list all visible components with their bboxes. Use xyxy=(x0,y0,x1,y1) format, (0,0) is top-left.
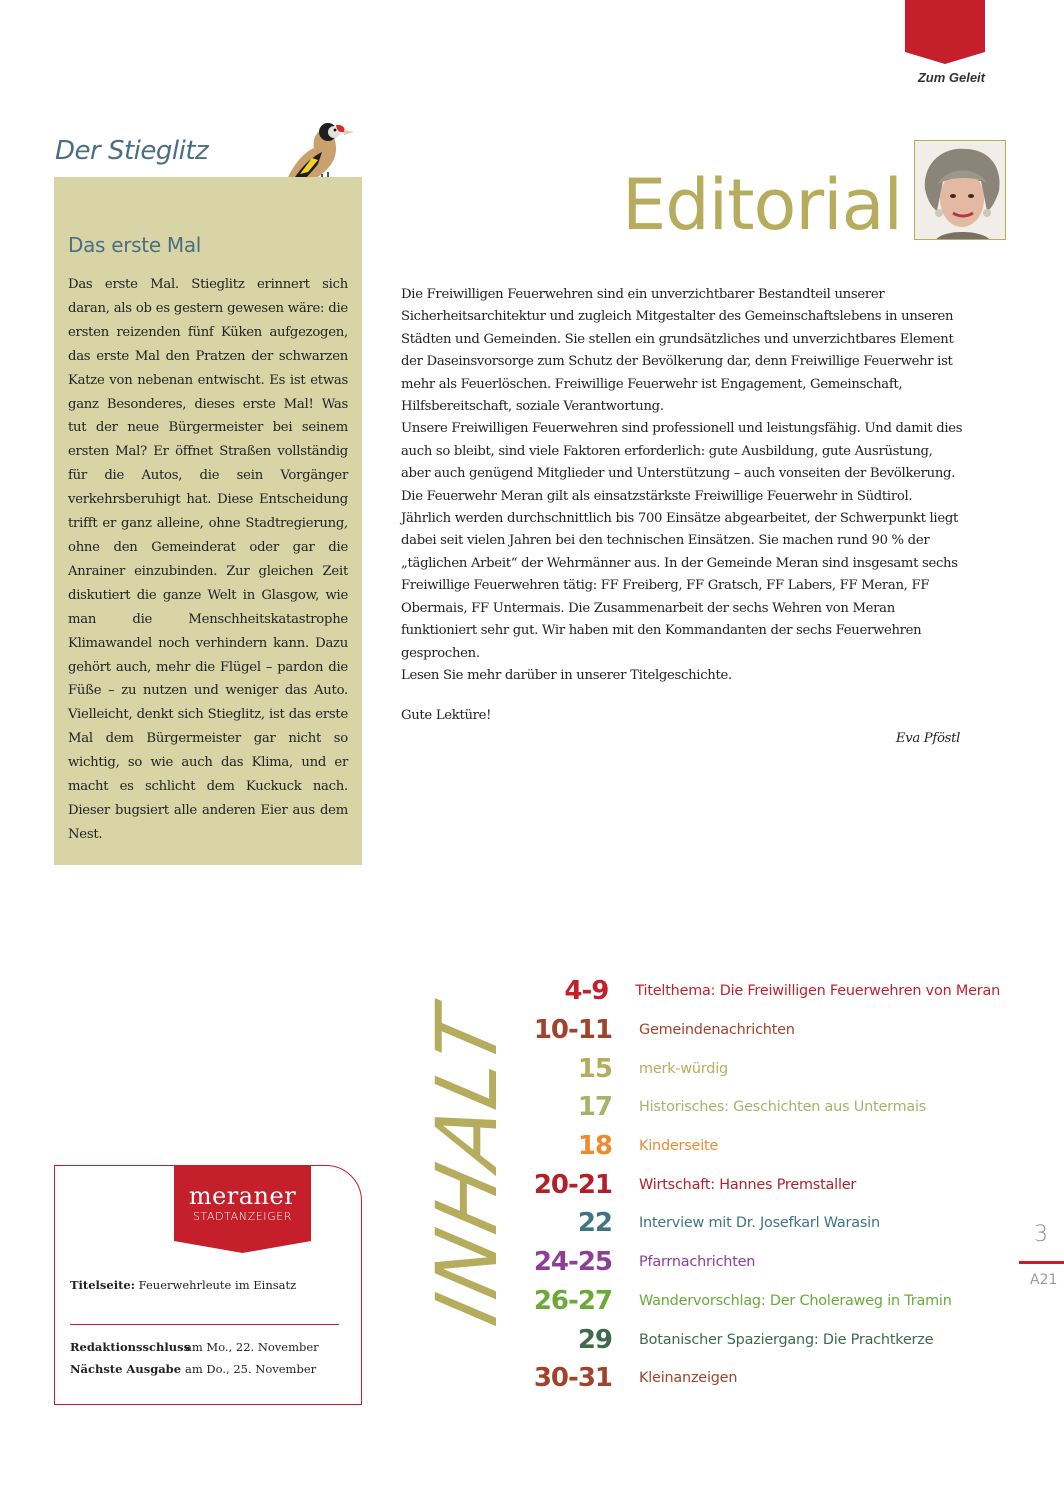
toc-pages: 26-27 xyxy=(533,1285,612,1316)
editorial-greeting: Gute Lektüre! xyxy=(401,708,492,723)
next-issue-row xyxy=(70,1362,316,1376)
toc-item xyxy=(500,1165,1000,1204)
page-number-rule xyxy=(1019,1261,1064,1264)
toc-pages: 17 xyxy=(577,1092,612,1123)
toc-title: Wandervorschlag: Der Choleraweg in Tramin xyxy=(639,1292,952,1309)
cover-line xyxy=(70,1278,296,1292)
toc-title: Kleinanzeigen xyxy=(639,1370,738,1387)
toc-item xyxy=(500,1359,1000,1398)
next-issue-label: Nächste Ausgabe xyxy=(70,1362,182,1376)
toc-title: merk-würdig xyxy=(639,1060,728,1077)
next-issue-value: am Do., 25. November xyxy=(185,1362,317,1376)
column-body: Das erste Mal. Stieglitz erinnert sich daran, als ob es gestern gewesen wäre: die ersten reizenden fünf Küken aufgezogen, das erste Mal den Pratzen der schwarzen Katze von nebenan entwischt. Es ist etwas ganz Besonderes, dieses erste Mal! Was tut der neue Bürgermeister bei seinem ersten Mal? Er öffnet Straßen vollständig für die Autos, die sein Vorgänger verkehrsberuhigt hat. Diese Entscheidung trifft er ganz alleine, ohne Stadtregierung, ohne den Gemeinderat oder gar die Anrainer einzubinden. Zur gleichen Zeit diskutiert die ganze Welt in Glasgow, wie man die Menschheitskatastrophe Klimawandel noch verhindern kann. Dazu gehört auch, mehr die Flügel – pardon die Füße – zu nutzen und weniger das Auto. Vielleicht, denkt sich Stieglitz, ist das erste Mal dem Bürgermeister gar nicht so wichtig, so wie auch das Klima, und er macht es schlicht dem Kuckuck nach. Dieser bugsiert alle anderen Eier aus dem Nest. xyxy=(68,277,348,842)
toc-item xyxy=(500,1320,1000,1359)
column-subtitle: Das erste Mal xyxy=(68,233,202,257)
toc-heading: INHALT xyxy=(418,997,516,1334)
cover-value: Feuerwehrleute im Einsatz xyxy=(138,1278,297,1292)
toc-item xyxy=(500,1127,1000,1166)
deadline-label: Redaktionsschluss xyxy=(70,1340,191,1354)
toc-title: Interview mit Dr. Josefkarl Warasin xyxy=(639,1215,880,1232)
toc-title: Kinderseite xyxy=(639,1138,719,1155)
logo-name: meraner xyxy=(188,1182,297,1210)
deadline-value: am Mo., 22. November xyxy=(185,1340,319,1354)
toc-title: Gemeindenachrichten xyxy=(639,1022,795,1039)
toc-pages: 18 xyxy=(577,1131,612,1162)
toc-item xyxy=(500,1282,1000,1321)
deadline-row xyxy=(70,1340,319,1354)
page-number: 3 xyxy=(1034,1222,1048,1247)
toc-pages: 20-21 xyxy=(533,1169,612,1200)
toc-item xyxy=(500,972,1000,1011)
author-portrait xyxy=(914,140,1006,240)
column-box xyxy=(54,177,362,865)
toc-pages: 30-31 xyxy=(533,1363,612,1394)
section-label: Zum Geleit xyxy=(917,70,985,85)
toc-item xyxy=(500,1049,1000,1088)
toc-pages: 10-11 xyxy=(533,1015,612,1046)
table-of-contents xyxy=(500,972,1000,1398)
toc-title: Wirtschaft: Hannes Premstaller xyxy=(639,1176,857,1193)
editorial-title: Editorial xyxy=(622,164,902,246)
editorial-signature: Eva Pföstl xyxy=(895,731,960,746)
logo-subtitle: STADTANZEIGER xyxy=(192,1210,293,1223)
editorial-paragraph: Die Freiwilligen Feuerwehren sind ein unverzichtbarer Bestandteil unserer Sicherheitsarchitektur und zugleich Mitgestalter des Gemeinschaftslebens in unseren Städten und Gemeinden. Sie stellen ein grundsätzliches und unverzichtbares Element der Daseinsvorsorge zum Schutz der Bevölkerung dar, denn Freiwillige Feuerwehr ist mehr als Feuerlöschen. Freiwillige Feuerwehr ist Engagement, Gemeinschaft, Hilfsbereitschaft, soziale Verantwortung. xyxy=(401,287,954,415)
toc-pages: 24-25 xyxy=(533,1247,612,1278)
page-code: A21 xyxy=(1030,1272,1058,1288)
toc-pages: 15 xyxy=(577,1053,612,1084)
header-tab-shape xyxy=(905,0,985,64)
toc-title: Titelthema: Die Freiwilligen Feuerwehren von Meran xyxy=(635,983,1000,1000)
column-title: Der Stieglitz xyxy=(55,136,209,166)
toc-pages: 22 xyxy=(577,1208,612,1239)
toc-title: Pfarrnachrichten xyxy=(639,1254,756,1271)
toc-pages: 29 xyxy=(577,1324,612,1355)
editorial-body xyxy=(401,284,964,687)
toc-item xyxy=(500,1011,1000,1050)
toc-title: Historisches: Geschichten aus Untermais xyxy=(639,1099,927,1116)
toc-item xyxy=(500,1088,1000,1127)
editorial-paragraph: Die Feuerwehr Meran gilt als einsatzstärkste Freiwillige Feuerwehr in Südtirol. Jährlich werden durchschnittlich bis 700 Einsätze abgearbeitet, der Schwerpunkt liegt dabei seit vielen Jahren bei den technischen Einsätzen. Sie machen rund 90 % der „täglichen Arbeit“ der Wehrmänner aus. In der Gemeinde Meran sind insgesamt sechs Freiwillige Feuerwehren tätig: FF Freiberg, FF Gratsch, FF Labers, FF Meran, FF Obermais, FF Untermais. Die Zusammenarbeit der sechs Wehren von Meran funktioniert sehr gut. Wir haben mit den Kommandanten der sechs Feuerwehren gesprochen. xyxy=(401,488,958,661)
toc-item xyxy=(500,1204,1000,1243)
editorial-paragraph: Lesen Sie mehr darüber in unserer Titelgeschichte. xyxy=(401,667,732,683)
toc-pages: 4-9 xyxy=(564,976,609,1007)
toc-title: Botanischer Spaziergang: Die Prachtkerze xyxy=(639,1331,934,1348)
toc-item xyxy=(500,1243,1000,1282)
editorial-paragraph: Unsere Freiwilligen Feuerwehren sind professionell und leistungsfähig. Und damit dies auch so bleibt, sind viele Faktoren erforderlich: gute Ausbildung, gute Ausrüstung, aber auch genügend Mitglieder und Unterstützung – auch vonseiten der Bevölkerung. xyxy=(401,421,963,482)
cover-label: Titelseite: xyxy=(70,1278,135,1292)
masthead-divider xyxy=(70,1324,339,1325)
